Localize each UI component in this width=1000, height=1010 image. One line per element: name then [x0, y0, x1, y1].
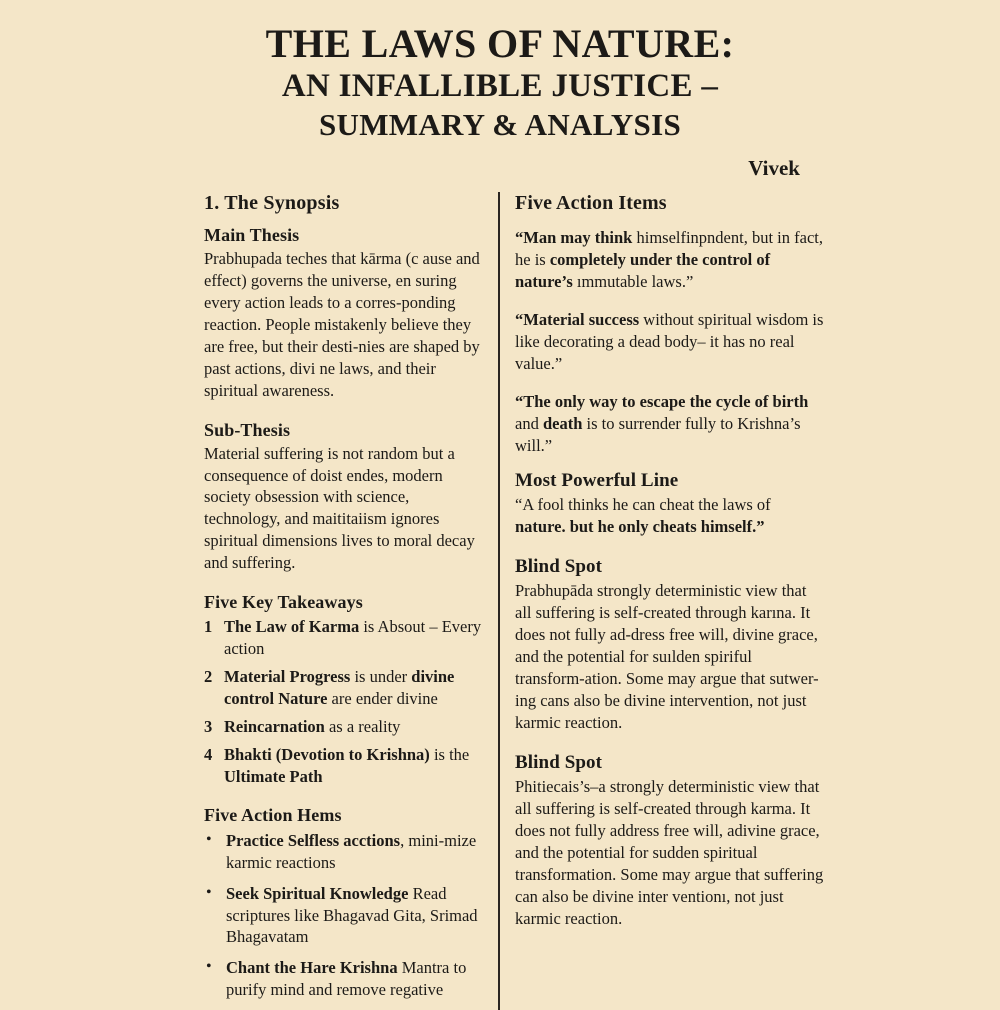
plain-text: ımmutable laws.” [572, 271, 694, 291]
emphasis-text: divine control Nature [224, 667, 455, 708]
action-item-quote [515, 309, 825, 375]
bullet-dot-icon: • [206, 958, 212, 976]
subheading-most-powerful-line: Most Powerful Line [515, 470, 679, 492]
plain-text: without spiritual wisdom is like decorating a dead body– it has no real value.” [515, 309, 824, 373]
subheading-five-key-takeaways: Five Key Takeaways [204, 592, 363, 613]
action-hem-item [204, 830, 489, 874]
blind-spot-1-body: Prabhupāda strongly deterministic view that all suffering is self-created through karına. It does not fully ad-dress free will, divine grace, and the potential for suılden spiriful transform-ation. Some may argue that sutwer-ing cans also be divine intervention, not just karmic reaction. [515, 581, 819, 732]
takeaway-item [204, 716, 489, 737]
emphasis-text: completely under the control of nature’s [515, 249, 771, 291]
title-line-2: AN INFALLIBLE JUSTICE – [281, 68, 719, 105]
emphasis-text: Ultimate Path [224, 766, 323, 786]
plain-text: is Absout – Every action [224, 617, 482, 658]
subheading-blind-spot-2: Blind Spot [515, 751, 603, 773]
section-heading-synopsis: 1. The Synopsis [204, 192, 340, 214]
right-column [515, 192, 825, 929]
left-column [204, 192, 489, 1010]
plain-text: is to surrender fully to Krishna’s will.” [515, 413, 801, 455]
sub-thesis-body: Material suffering is not random but a consequence of doist endes, modern society obsession with science, technology, and maititaiism ignores spiritual dimensions lives to moral decay and suffering. [204, 443, 475, 573]
takeaway-item [204, 666, 489, 709]
emphasis-text: “Material success [515, 309, 640, 329]
emphasis-text: “The only way to escape the cycle of birth [515, 391, 809, 411]
bullet-dot-icon: • [206, 831, 212, 849]
subheading-main-thesis: Main Thesis [204, 225, 300, 245]
takeaway-item [204, 744, 489, 787]
takeaway-number: 4 [204, 745, 213, 765]
author-byline: Vivek [748, 155, 800, 180]
subheading-five-action-items: Five Action Items [515, 192, 667, 214]
plain-text: is under [350, 667, 412, 687]
emphasis-text: Chant the Hare Krishna [226, 958, 398, 978]
title-line-1: THE LAWS OF NATURE: [265, 21, 735, 66]
emphasis-text: nature. but he only cheats himself.” [515, 517, 765, 537]
bullet-dot-icon: • [206, 883, 212, 901]
takeaway-item [204, 616, 489, 659]
plain-text: Mantra to purify mind and remove regative [226, 958, 467, 999]
subheading-sub-thesis: Sub-Thesis [204, 419, 291, 440]
document-title-block [0, 0, 1000, 144]
emphasis-text: Seek Spiritual Knowledge [226, 883, 409, 903]
column-divider-rule [498, 192, 500, 1010]
emphasis-text: Practice Selfless acctions [226, 831, 401, 851]
most-powerful-line-quote [515, 494, 825, 538]
plain-text: Read scriptures like Bhagavad Gita, Srimad Bhagavatam [226, 883, 478, 947]
blind-spot-1-block [515, 556, 825, 734]
emphasis-text: “Man may think [515, 228, 633, 247]
emphasis-text: death [542, 413, 583, 433]
blind-spot-2-block [515, 752, 825, 930]
emphasis-text: The Law of Karma [224, 617, 360, 637]
plain-text: as a reality [324, 716, 401, 736]
action-item-quote [515, 391, 825, 457]
emphasis-text: Material Progress [224, 667, 351, 687]
plain-text: is the [429, 745, 470, 765]
plain-text: and [515, 413, 543, 433]
action-hems-list [204, 830, 489, 1000]
takeaway-number: 1 [204, 617, 213, 637]
emphasis-text: Reincarnation [224, 716, 325, 736]
action-items-quotes [515, 227, 825, 456]
takeaways-list [204, 616, 489, 787]
action-hem-item [204, 883, 489, 948]
two-column-layout [0, 192, 1000, 1010]
takeaway-number: 3 [204, 716, 213, 736]
plain-text: are ender divine [327, 688, 438, 708]
takeaways-block [204, 592, 489, 787]
action-item-quote [515, 227, 825, 293]
subheading-five-action-hems: Five Action Hems [204, 805, 342, 826]
emphasis-text: Bhakti (Devotion to Krishna) [224, 745, 430, 765]
blind-spot-2-body: Phitiecais’s–a strongly deterministic view that all suffering is self-created through karma. It does not fully address free will, adivine grace, and the potential for sudden spiritual transformation. Some may argue that suffering can also be divine inter ventionı, not just karmic reaction. [515, 776, 824, 928]
title-line-3: SUMMARY & ANALYSIS [318, 107, 681, 143]
most-powerful-line-block [515, 470, 825, 538]
action-hem-item [204, 957, 489, 1001]
main-thesis-body: Prabhupada teches that kārma (c ause and effect) governs the universe, en suring every action leads to a corres-ponding reaction. People mistakenly believe they are free, but their desti-nies are shaped by past actions, divi ne laws, and their spiritual awareness. [204, 249, 480, 400]
plain-text: “A fool thinks he can cheat the laws of [515, 495, 771, 515]
takeaway-number: 2 [204, 667, 213, 687]
subheading-blind-spot-1: Blind Spot [515, 556, 603, 578]
sub-thesis-block [204, 420, 489, 575]
action-hems-block [204, 805, 489, 1000]
plain-text: himselfinpndent, but in fact, he is [515, 228, 823, 269]
plain-text: , mini-mize karmic reactions [226, 831, 477, 873]
